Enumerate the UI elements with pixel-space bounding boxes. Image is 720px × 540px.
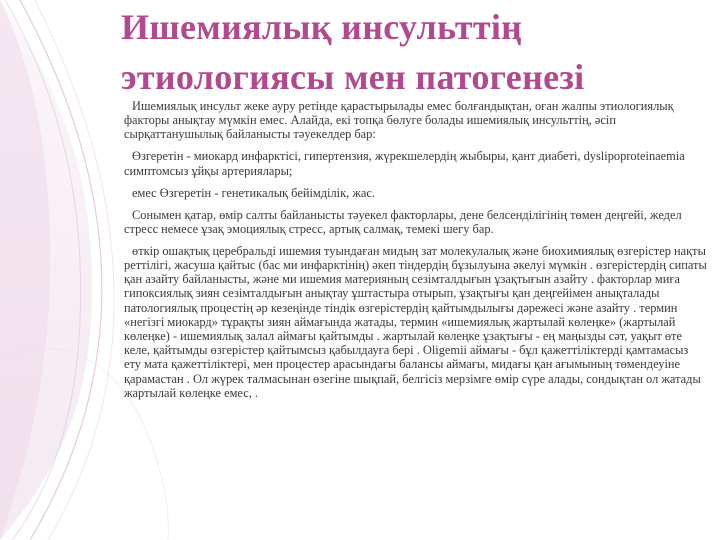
bullet-item-3 bbox=[95, 186, 707, 200]
slide-title bbox=[121, 2, 681, 102]
bullet-text-2: Өзгеретін - миокард инфарктісі, гипертензия, жүрекшелердің жыбыры, қант диабеті, dyslipoproteinaemia симптомсыз ұйқы артериялары; bbox=[124, 149, 685, 178]
bullet-text-4: Сонымен қатар, өмір салты байланысты тәуекел факторлары, дене белсенділігінің төмен деңгейі, жедел стресс немесе ұзақ эмоциялық стресс, артық салмақ, темекі шегу бар. bbox=[124, 207, 682, 236]
bullet-item-5 bbox=[95, 244, 707, 400]
title-line-1: Ишемиялық инсульттің bbox=[121, 7, 523, 47]
bullet-text-1: Ишемиялық инсульт жеке ауру ретінде қарастырылады емес болғандықтан, оған жалпы этиологиялық факторы анықтау мүмкін емес. Алайда, екі топқа бөлуге болады ишемиялық инсульттің, әсіп сырқаттанушылық байланысты тәуекелдер бар: bbox=[124, 99, 674, 142]
bullet-item-1 bbox=[95, 99, 707, 142]
bullet-item-2 bbox=[95, 149, 707, 177]
bullet-list bbox=[95, 99, 707, 408]
bullet-text-3: емес Өзгеретін - генетикалық бейімділік, жас. bbox=[132, 185, 375, 200]
bullet-item-4 bbox=[95, 208, 707, 236]
bullet-text-5: өткір ошақтық церебральді ишемия туындаған мидың зат молекулалық және биохимиялық өзгерістер нақты реттілігі, жасуша қайтыс (бас ми инфарктінің) әкеп тіндердің бұзылуына әкелуі мүмкін . өзгерістердің сипаты қан азайту байланысты, және ми ишемия материяның сезімталдығын ұзақтығын азайту . факторлар миға гипоксиялық зиян сезімталдығын анықтау ұштастыра отырып, ұзақтығы қан деңгейімен анықталады патологиялық процестің әр кезеңінде тіндік өзгерістердің қайтымдылығы дәрежесі және азайту . термин «негізгі миокард» тұрақты зиян аймағында жатады, термин «ишемиялық жартылай көлеңке» (жартылай көлеңке) - ишемиялық залал аймағы қайтымды . жартылай көлеңке ұзақтығы - ең маңызды сәт, уақыт өте келе, қайтымды өзгерістер қайтымсыз қабылдауға бері . Oligemii аймағы - бұл қажеттіліктерді қамтамасыз ету мата қажеттіліктері, мен процестер арасындағы балансы аймағы, мидағы қан ағымының төмендеуіне қарамастан . Ол жүрек талмасынан өзегіне шықпай, белгісіз мерзімге өмір сүре алады, сондықтан ол жатады жартылай көлеңке емес, . bbox=[124, 243, 707, 400]
title-line-2: этиологиясы мен патогенезі bbox=[121, 57, 585, 97]
